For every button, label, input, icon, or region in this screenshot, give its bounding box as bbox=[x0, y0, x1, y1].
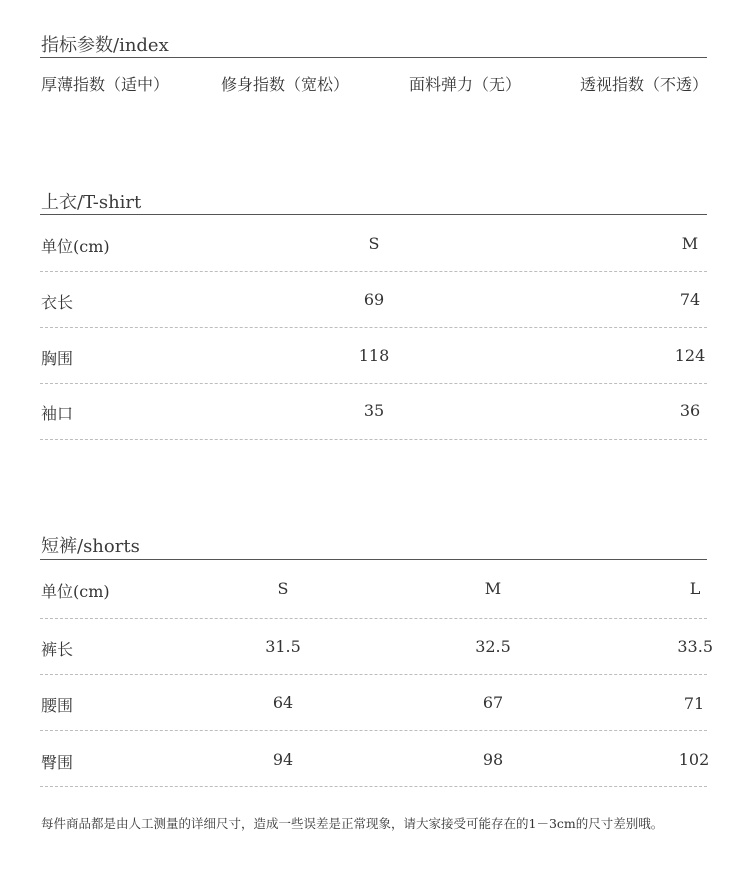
row-divider bbox=[40, 674, 707, 675]
size-header-s: S bbox=[277, 579, 289, 598]
cell-cuff-s: 35 bbox=[363, 401, 385, 420]
row-divider bbox=[40, 271, 707, 272]
tshirt-title-rule bbox=[40, 214, 707, 215]
row-divider bbox=[40, 327, 707, 328]
cell-length-s: 31.5 bbox=[265, 637, 301, 656]
unit-label: 单位(cm) bbox=[41, 582, 110, 601]
row-divider bbox=[40, 439, 707, 440]
measurement-footnote: 每件商品都是由人工测量的详细尺寸，造成一些误差是正常现象，请大家接受可能存在的1－3cm的尺寸差别哦。 bbox=[41, 816, 664, 831]
unit-label: 单位(cm) bbox=[41, 237, 110, 256]
transparency-index: 透视指数（不透） bbox=[580, 75, 709, 94]
cell-length-m: 74 bbox=[679, 290, 701, 309]
row-label-hip: 臀围 bbox=[41, 753, 74, 772]
size-header-m: M bbox=[681, 234, 699, 253]
size-header-l: L bbox=[689, 579, 701, 598]
cell-hip-l: 102 bbox=[678, 750, 710, 769]
cell-cuff-m: 36 bbox=[679, 401, 701, 420]
cell-waist-s: 64 bbox=[272, 693, 294, 712]
index-title-rule bbox=[40, 57, 707, 58]
cell-length-s: 69 bbox=[363, 290, 385, 309]
tshirt-section-title: 上衣/T-shirt bbox=[41, 192, 142, 213]
size-header-s: S bbox=[368, 234, 380, 253]
row-divider bbox=[40, 618, 707, 619]
cell-chest-s: 118 bbox=[358, 346, 390, 365]
row-label-waist: 腰围 bbox=[41, 696, 74, 715]
cell-waist-l: 71 bbox=[683, 694, 705, 713]
row-label-chest: 胸围 bbox=[41, 349, 74, 368]
shorts-title-rule bbox=[40, 559, 707, 560]
row-divider bbox=[40, 383, 707, 384]
row-divider bbox=[40, 786, 707, 787]
row-label-length: 裤长 bbox=[41, 640, 74, 659]
cell-length-l: 33.5 bbox=[677, 637, 713, 656]
thickness-index: 厚薄指数（适中） bbox=[41, 75, 170, 94]
cell-length-m: 32.5 bbox=[475, 637, 511, 656]
elasticity-index: 面料弹力（无） bbox=[409, 75, 522, 94]
row-label-cuff: 袖口 bbox=[41, 404, 74, 423]
cell-hip-s: 94 bbox=[272, 750, 294, 769]
row-divider bbox=[40, 730, 707, 731]
index-section-title: 指标参数/index bbox=[41, 35, 169, 56]
cell-chest-m: 124 bbox=[674, 346, 706, 365]
cell-hip-m: 98 bbox=[482, 750, 504, 769]
shorts-section-title: 短裤/shorts bbox=[41, 536, 140, 557]
row-label-length: 衣长 bbox=[41, 293, 74, 312]
cell-waist-m: 67 bbox=[482, 693, 504, 712]
size-header-m: M bbox=[484, 579, 502, 598]
fit-index: 修身指数（宽松） bbox=[221, 75, 350, 94]
